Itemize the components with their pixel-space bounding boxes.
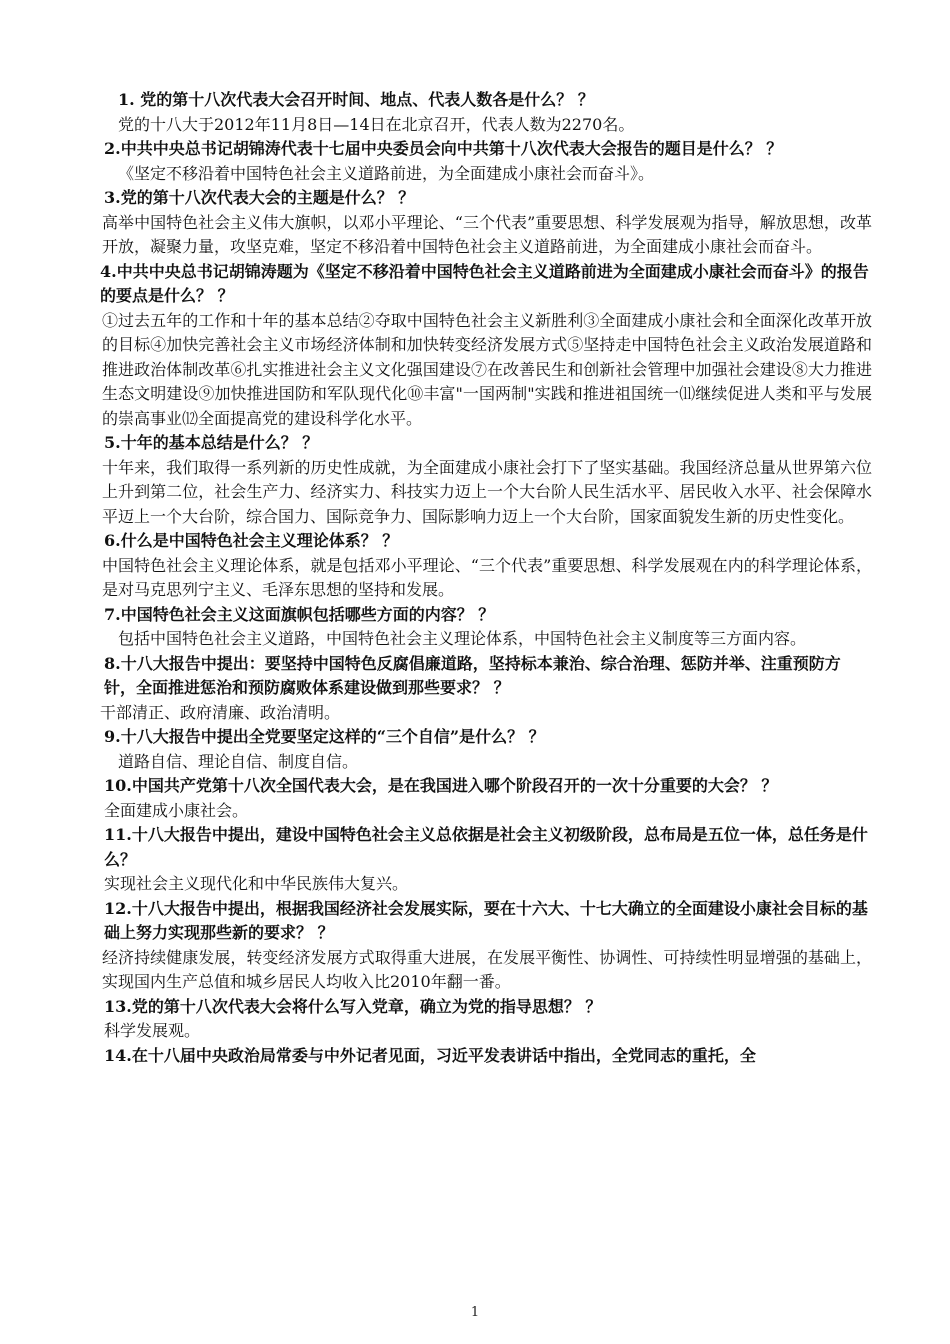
question-7: 7.中国特色社会主义这面旗帜包括哪些方面的内容？ ？ [104,604,495,624]
answer-12: 经济持续健康发展，转变经济发展方式取得重大进展，在发展平衡性、协调性、可持续性明显增强的基础上，实现国内生产总值和城乡居民人均收入比2010年翻一番。 [102,947,872,991]
qa-item-8 [82,652,872,726]
qa-item-4 [82,260,872,432]
document-body [82,88,872,1068]
question-2: 2.中共中央总书记胡锦涛代表十七届中央委员会向中共第十八次代表大会报告的题目是什么？ ？ [104,139,783,158]
question-13: 13.党的第十八次代表大会将什么写入党章，确立为党的指导思想？ ？ [104,996,602,1016]
question-10: 10.中国共产党第十八次全国代表大会，是在我国进入哪个阶段召开的一次十分重要的大会？ ？ [104,776,778,795]
answer-10: 全面建成小康社会。 [104,800,249,820]
answer-1: 党的十八大于2012年11月8日—14日在北京召开，代表人数为2270名。 [118,114,635,134]
question-3: 3.党的第十八次代表大会的主题是什么？ ？ [104,188,415,207]
answer-4: ①过去五年的工作和十年的基本总结②夺取中国特色社会主义新胜利③全面建成小康社会和全面深化改革开放的目标④加快完善社会主义市场经济体制和加快转变经济发展方式⑤坚持走中国特色社会主义政治发展道路和推进政治体制改革⑥扎实推进社会主义文化强国建设⑦在改善民生和创新社会管理中加强社会建设⑧大力推进生态文明建设⑨加快推进国防和军队现代化⑩丰富"一国两制"实践和推进祖国统一⑾继续促进人类和平与发展的崇高事业⑿全面提高党的建设科学化水平。 [102,310,872,428]
answer-8: 干部清正、政府清廉、政治清明。 [100,702,341,722]
answer-9: 道路自信、理论自信、制度自信。 [118,751,359,771]
qa-item-9 [82,725,872,774]
answer-5: 十年来，我们取得一系列新的历史性成就，为全面建成小康社会打下了坚实基础。我国经济总量从世界第六位上升到第二位，社会生产力、经济实力、科技实力迈上一个大台阶人民生活水平、居民收入水平、社会保障水平迈上一个大台阶，综合国力、国际竞争力、国际影响力迈上一个大台阶，国家面貌发生新的历史性变化。 [102,457,872,526]
qa-item-13 [82,995,872,1044]
qa-item-1 [82,88,872,137]
question-9: 9.十八大报告中提出全党要坚定这样的“三个自信”是什么？ ？ [104,727,545,746]
qa-item-6 [82,529,872,603]
qa-item-10 [82,774,872,823]
question-11: 11.十八大报告中提出，建设中国特色社会主义总依据是社会主义初级阶段，总布局是五位一体，总任务是什么？ [104,825,868,869]
qa-item-2 [82,137,872,186]
question-5: 5.十年的基本总结是什么？ ？ [104,433,319,452]
question-14: 14.在十八届中央政治局常委与中外记者见面，习近平发表讲话中指出，全党同志的重托，全 [104,1045,756,1065]
qa-item-11 [82,823,872,897]
answer-7: 包括中国特色社会主义道路，中国特色社会主义理论体系，中国特色社会主义制度等三方面内容。 [118,629,807,648]
answer-6: 中国特色社会主义理论体系，就是包括邓小平理论、“三个代表”重要思想、科学发展观在内的科学理论体系，是对马克思列宁主义、毛泽东思想的坚持和发展。 [102,555,872,599]
question-1: 1. 党的第十八次代表大会召开时间、地点、代表人数各是什么？ ？ [118,90,594,109]
qa-item-5 [82,431,872,529]
answer-11: 实现社会主义现代化和中华民族伟大复兴。 [104,874,409,893]
answer-3: 高举中国特色社会主义伟大旗帜，以邓小平理论、“三个代表”重要思想、科学发展观为指导，解放思想，改革开放，凝聚力量，攻坚克难，坚定不移沿着中国特色社会主义道路前进，为全面建成小康社会而奋斗。 [102,212,872,256]
qa-item-7 [82,603,872,652]
answer-2: 《坚定不移沿着中国特色社会主义道路前进，为全面建成小康社会而奋斗》。 [118,163,655,183]
qa-item-12 [82,897,872,995]
question-8: 8.十八大报告中提出：要坚持中国特色反腐倡廉道路，坚持标本兼治、综合治理、惩防并举、注重预防方针，全面推进惩治和预防腐败体系建设做到那些要求？ ？ [104,653,841,697]
answer-13: 科学发展观。 [104,1021,201,1040]
qa-item-3 [82,186,872,260]
qa-item-14 [82,1044,872,1069]
page-number: 1 [470,1305,480,1320]
question-12: 12.十八大报告中提出，根据我国经济社会发展实际，要在十六大、十七大确立的全面建设小康社会目标的基础上努力实现那些新的要求？ ？ [104,898,868,942]
question-4: 4.中共中央总书记胡锦涛题为《坚定不移沿着中国特色社会主义道路前进为全面建成小康社会而奋斗》的报告的要点是什么？ ？ [100,261,869,305]
question-6: 6.什么是中国特色社会主义理论体系？ ？ [104,531,399,550]
